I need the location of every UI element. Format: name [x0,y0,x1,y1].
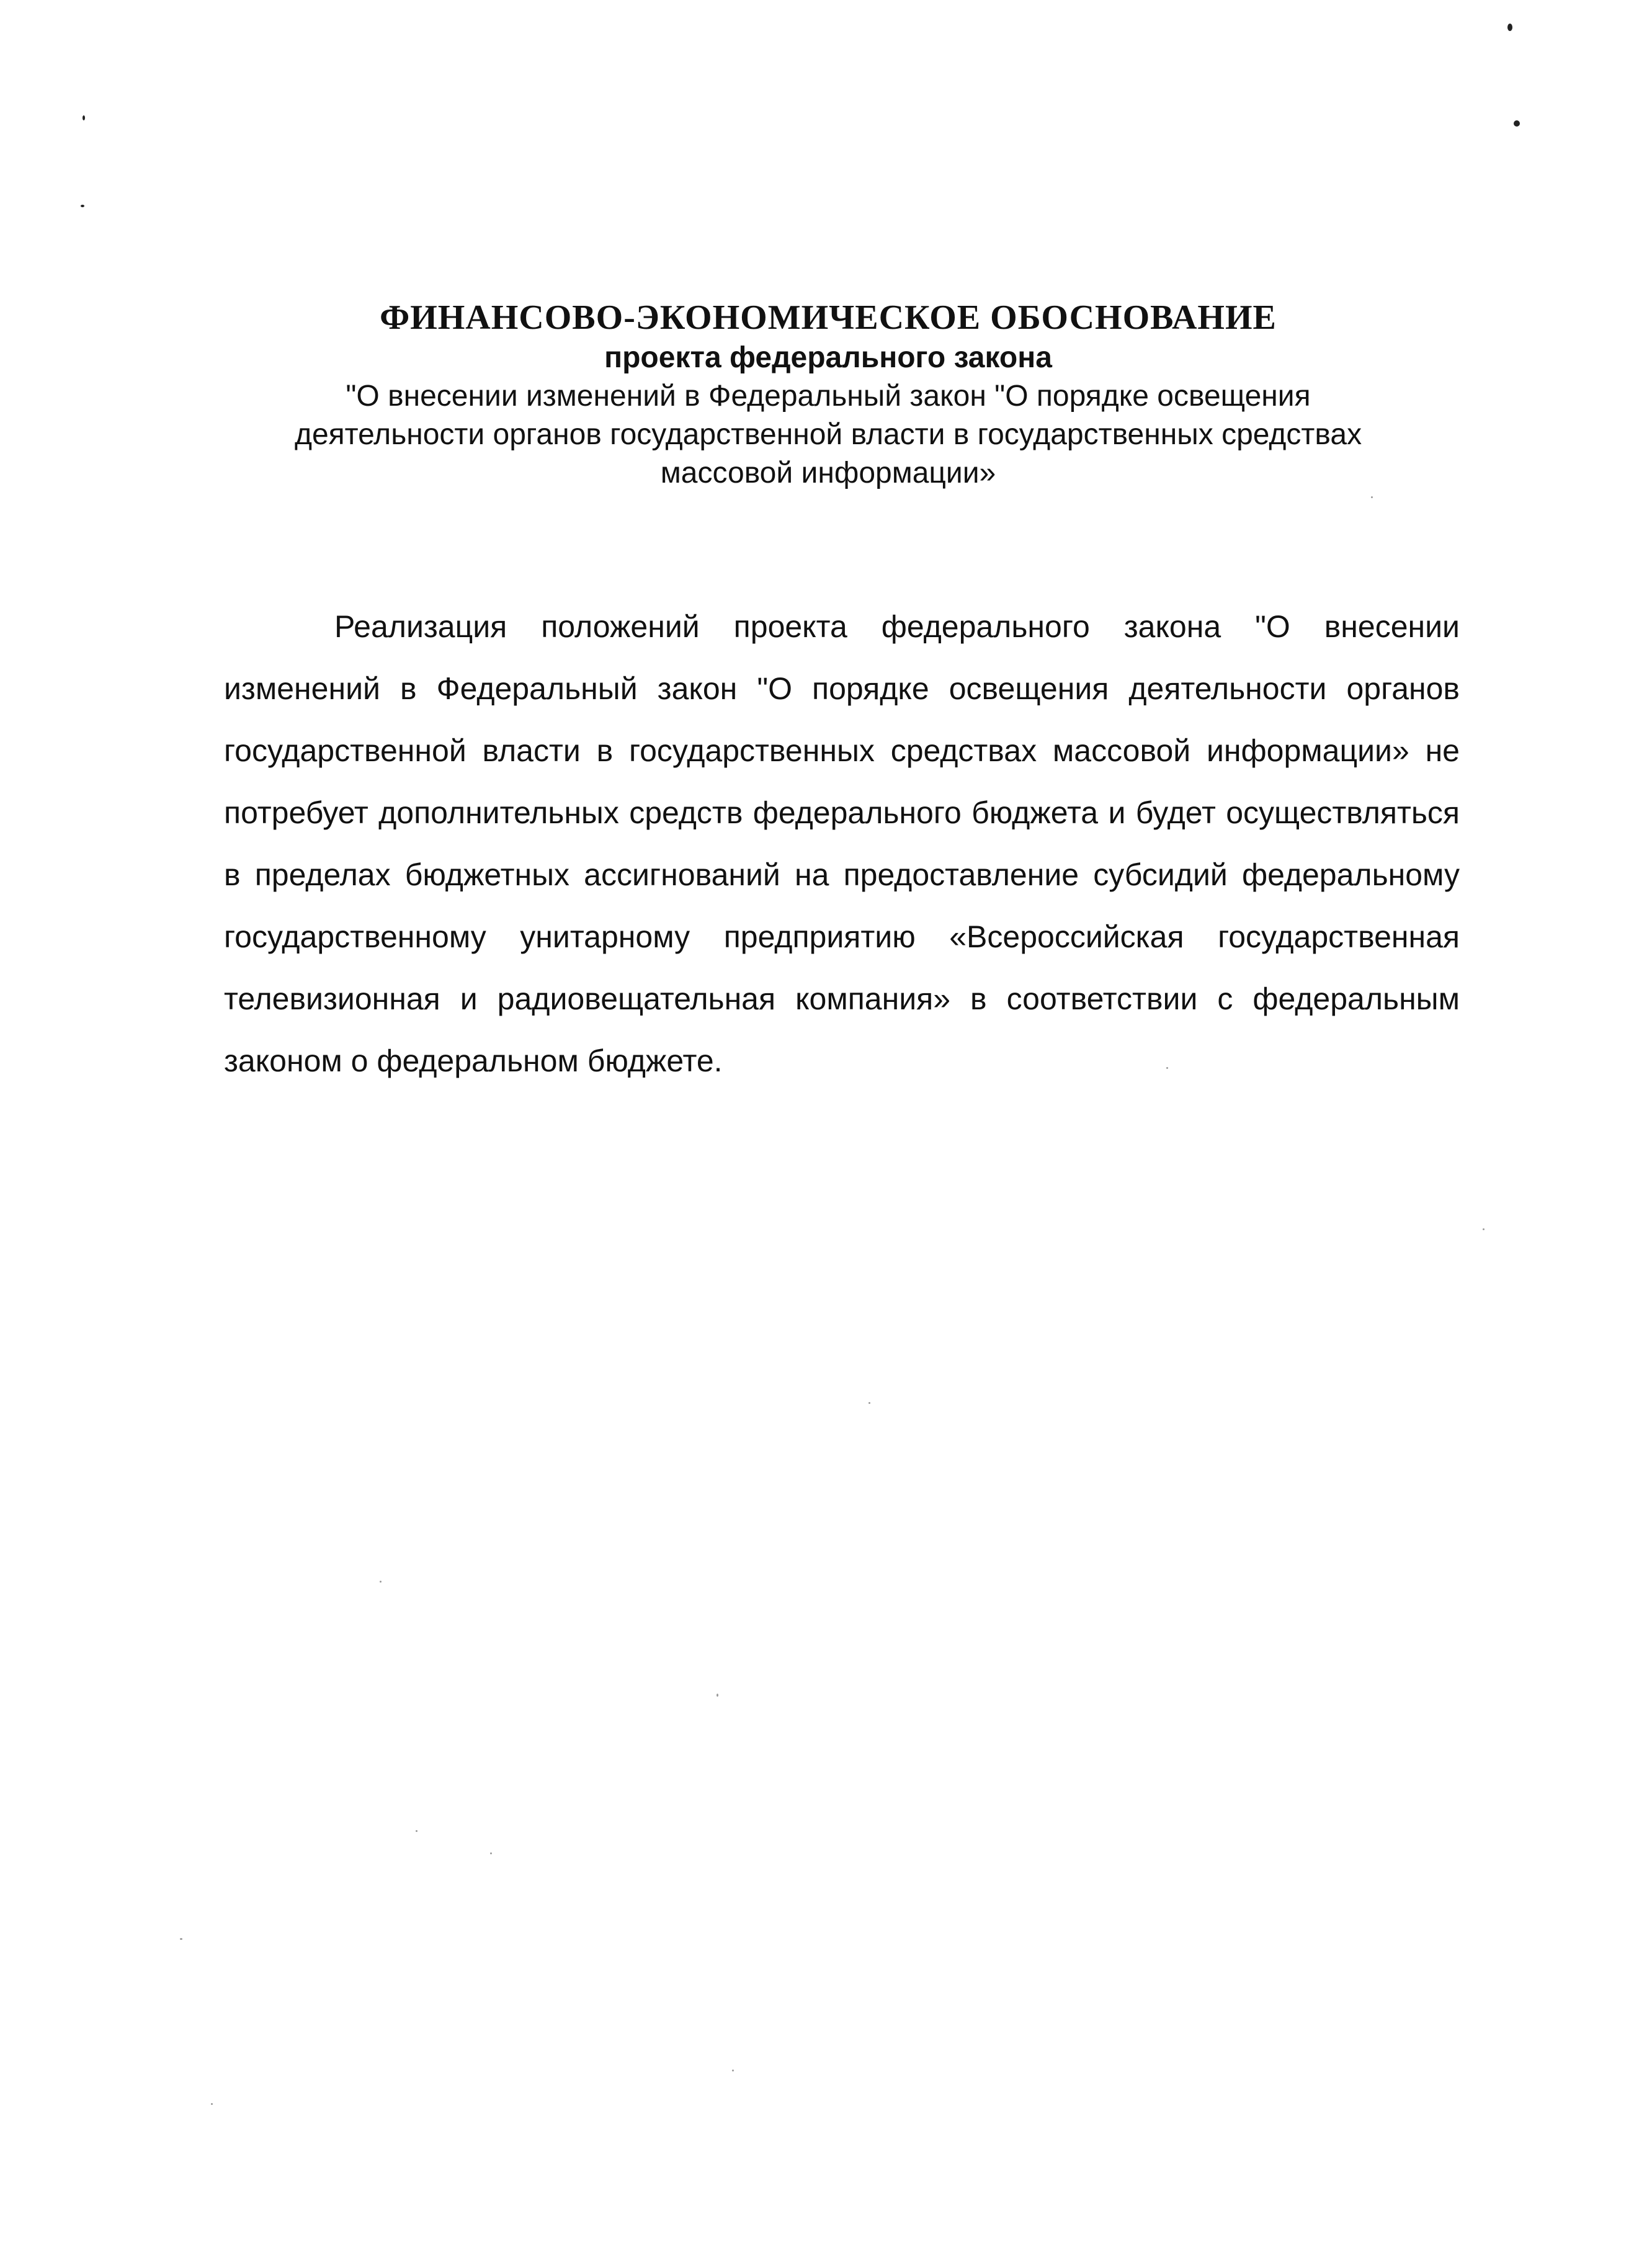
scan-speck [490,1852,492,1854]
scan-speck [211,2103,213,2105]
document-title: ФИНАНСОВО-ЭКОНОМИЧЕСКОЕ ОБОСНОВАНИЕ [380,298,1277,337]
law-name: "О внесении изменений в Федеральный закон "О порядке освещения деятельности органов государственной власти в государственных средствах массовой информации» [294,380,1362,489]
scan-speck [717,1694,718,1697]
title-block [211,297,1445,493]
scan-speck [81,205,84,207]
scan-speck [1514,120,1520,127]
scan-speck [732,2070,734,2071]
scan-speck [83,115,85,120]
scan-speck [868,1402,870,1404]
scan-speck [1483,1228,1485,1230]
scan-speck [1371,496,1373,498]
scan-speck [1507,24,1512,31]
body-paragraph: Реализация положений проекта федерального закона "О внесении изменений в Федеральный закон "О порядке освещения деятельности органов государственной власти в государственных средствах массовой информации» не потребует дополнительных средств федерального бюджета и будет осуществляться в пределах бюджетных ассигнований на предоставление субсидий федеральному государственному унитарному предприятию «Всероссийская государственная телевизионная и радиовещательная компания» в соответствии с федеральным законом о федеральном бюджете. [224,609,1460,1078]
document-subtitle: проекта федерального закона [604,341,1052,374]
scan-speck [180,1938,182,1940]
scan-speck [380,1581,382,1583]
scan-speck [416,1830,417,1832]
